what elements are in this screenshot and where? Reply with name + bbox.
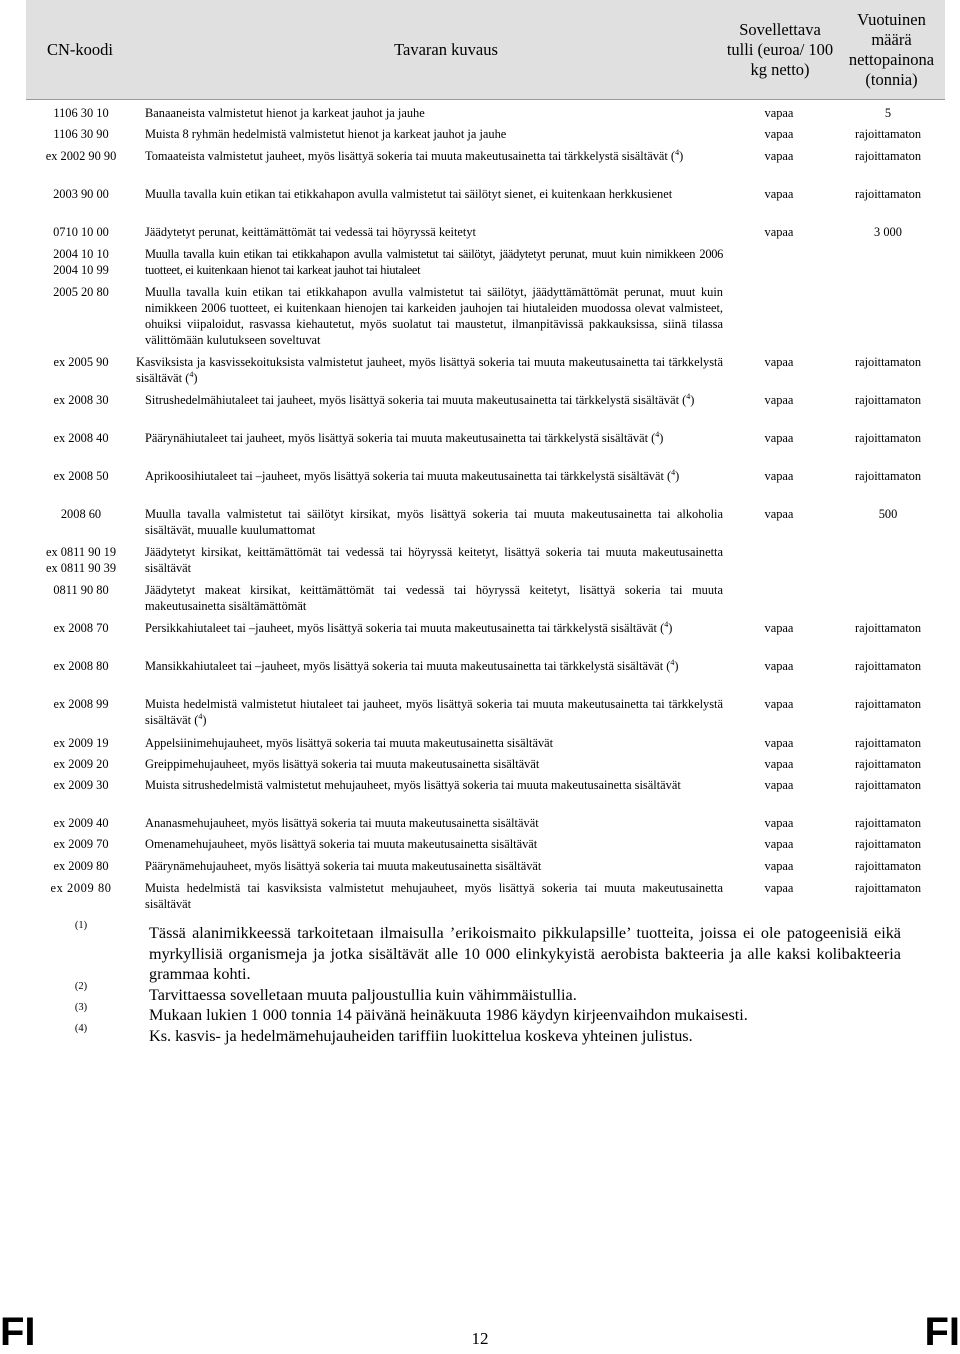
cn-code: ex 2009 80 [50,881,112,895]
footnote-text: Mukaan lukien 1 000 tonnia 14 päivänä heinäkuuta 1986 käydyn kirjeenvaihdon mukaisesti. [149,1006,748,1024]
duty: vapaa [764,393,794,407]
footnote-mark: (4) [74,1023,88,1034]
quantity: rajoittamaton [854,778,922,792]
description: Jäädytetyt perunat, keittämättömät tai vedessä tai höyryssä keitetyt [145,225,477,239]
duty: vapaa [764,757,794,771]
description: Muista hedelmistä tai kasviksista valmistetut mehujauheet, myös lisättyä sokeria tai muuta makeutusainetta sisältävät [145,881,723,911]
cn-code: ex 2008 40 [53,431,109,445]
description: Muista sitrushedelmistä valmistetut mehujauheet, myös lisättyä sokeria tai muuta makeutusainetta sisältävät [145,778,681,792]
description: Banaaneista valmistetut hienot ja karkeat jauhot ja jauhe [145,106,425,120]
description: Appelsiinimehujauheet, myös lisättyä sokeria tai muuta makeutusainetta sisältävät [145,736,554,750]
description: Muista hedelmistä valmistetut hiutaleet tai jauheet, myös lisättyä sokeria tai muuta makeutusainetta tai tärkkelystä sisältävät ($^4$) [145,697,723,727]
cn-code: ex 2008 50 [53,469,109,483]
description: Muulla tavalla kuin etikan tai etikkahapon avulla valmistetut tai säilötyt, jäädyttämättömät perunat, muut kuin nimikkeen 2006 tuotteet, ei kuitenkaan hienojen tai karkeiden jauhojen tai hiutaleiden muodossa olevat valmisteet, ohuiksi viipaloidut, rasvassa kiehautetut, myös suolatut tai maustetut, ilmanpitävissä pakkauksissa, siinä tilassa välittömään kulutukseen soveltuvat [145,285,723,347]
cn-code: ex 2009 19 [53,736,109,750]
duty: vapaa [764,697,794,711]
cn-code: ex 2009 40 [53,816,109,830]
header-cn-code: CN-koodi [47,39,113,59]
description: Greippimehujauheet, myös lisättyä sokeria tai muuta makeutusainetta sisältävät [145,757,540,771]
duty: vapaa [764,355,794,369]
description: Muulla tavalla valmistetut tai säilötyt kirsikat, myös lisättyä sokeria tai muuta makeutusainetta tai alkoholia sisältävät, muualle kuulumattomat [145,507,723,537]
footnote-mark: (1) [74,920,88,931]
description: Päärynähiutaleet tai jauheet, myös lisättyä sokeria tai muuta makeutusainetta tai tärkkelystä sisältävät ($^4$) [145,429,664,445]
footnote-mark: (3) [74,1002,88,1013]
footnote-text: Tässä alanimikkeessä tarkoitetaan ilmaisulla ’erikoismaito pikkulapsille’ tuotteita, joissa ei ole patogeenisiä eikä myrkyllisiä organismeja ja jotka sisältävät alle 10 000 elinkykyistä aerobista bakteeria ja alle kaksi kolibakteeria grammaa kohti. [149,924,901,983]
duty: vapaa [764,469,794,483]
cn-code: ex 2002 90 90 [45,149,117,163]
duty: vapaa [764,859,794,873]
language-code-right: FI [924,1310,960,1354]
cn-code: 2004 10 10 2004 10 99 [53,247,109,277]
quantity: rajoittamaton [854,881,922,895]
cn-code: ex 0811 90 19 ex 0811 90 39 [45,545,117,575]
duty: vapaa [764,659,794,673]
quantity: rajoittamaton [854,469,922,483]
description: Persikkahiutaleet tai –jauheet, myös lisättyä sokeria tai muuta makeutusainetta tai tärkkelystä sisältävät ($^4$) [145,619,673,635]
duty: vapaa [764,187,794,201]
duty: vapaa [764,881,794,895]
quantity: 500 [878,507,898,521]
quantity: rajoittamaton [854,816,922,830]
quantity: 5 [884,106,892,120]
footnote-mark: (2) [74,981,88,992]
duty: vapaa [764,431,794,445]
quantity: rajoittamaton [854,187,922,201]
header-duty: Sovellettava tulli (euroa/ 100 kg netto) [726,19,834,79]
duty: vapaa [764,736,794,750]
duty: vapaa [764,778,794,792]
cn-code: ex 2009 30 [53,778,109,792]
duty: vapaa [764,837,794,851]
quantity: rajoittamaton [854,621,922,635]
description: Muista 8 ryhmän hedelmistä valmistetut hienot ja karkeat jauhot ja jauhe [145,127,507,141]
header-description: Tavaran kuvaus [394,39,498,59]
quantity: rajoittamaton [854,393,922,407]
cn-code: ex 2009 70 [53,837,109,851]
duty: vapaa [764,106,794,120]
page-number: 12 [471,1329,489,1348]
cn-code: ex 2008 99 [53,697,109,711]
duty: vapaa [764,816,794,830]
cn-code: 1106 30 10 [53,106,109,120]
cn-code: 1106 30 90 [53,127,109,141]
quantity: rajoittamaton [854,837,922,851]
cn-code: ex 2008 70 [53,621,109,635]
description: Kasviksista ja kasvissekoituksista valmistetut jauheet, myös lisättyä sokeria tai muuta makeutusainetta tai tärkkelystä sisältävät ($^4$) [136,355,723,385]
description: Päärynämehujauheet, myös lisättyä sokeria tai muuta makeutusainetta sisältävät [145,859,542,873]
description: Jäädytetyt kirsikat, keittämättömät tai vedessä tai höyryssä keitetyt, lisättyä sokeria tai muuta makeutusainetta sisältävät [145,545,723,575]
description: Muulla tavalla kuin etikan tai etikkahapon avulla valmistetut tai säilötyt sienet, ei kuitenkaan herkkusienet [145,187,673,201]
cn-code: 0710 10 00 [53,225,109,239]
cn-code: ex 2008 30 [53,393,109,407]
cn-code: ex 2009 20 [53,757,109,771]
footnote-text: Tarvittaessa sovelletaan muuta paljoustullia kuin vähimmäistullia. [149,986,577,1004]
description: Muulla tavalla kuin etikan tai etikkahapon avulla valmistetut tai säilötyt, jäädytetyt perunat, muut kuin nimikkeen 2006 tuotteet, ei kuitenkaan hienot tai karkeat jauhot tai hiutaleet [145,247,723,277]
quantity: rajoittamaton [854,127,922,141]
language-code-left: FI [0,1310,36,1354]
quantity: 3 000 [874,225,902,239]
cn-code: 2008 60 [60,507,102,521]
description: Ananasmehujauheet, myös lisättyä sokeria tai muuta makeutusainetta sisältävät [145,816,539,830]
description: Omenamehujauheet, myös lisättyä sokeria tai muuta makeutusainetta sisältävät [145,837,538,851]
cn-code: ex 2005 90 [53,355,109,369]
footnote-text: Ks. kasvis- ja hedelmämehujauheiden tariffiin luokittelua koskeva yhteinen julistus. [149,1027,693,1045]
table-header [26,0,945,100]
quantity: rajoittamaton [854,736,922,750]
description: Mansikkahiutaleet tai –jauheet, myös lisättyä sokeria tai muuta makeutusainetta tai tärkkelystä sisältävät ($^4$) [145,657,679,673]
duty: vapaa [764,621,794,635]
header-quantity: Vuotuinen määrä nettopainona (tonnia) [848,9,935,89]
quantity: rajoittamaton [854,149,922,163]
quantity: rajoittamaton [854,697,922,711]
cn-code: 2003 90 00 [53,187,109,201]
duty: vapaa [764,127,794,141]
quantity: rajoittamaton [854,355,922,369]
cn-code: ex 2009 80 [53,859,109,873]
description: Tomaateista valmistetut jauheet, myös lisättyä sokeria tai muuta makeutusainetta tai tärkkelystä sisältävät ($^4$) [145,147,684,163]
cn-code: 2005 20 80 [53,285,109,299]
description: Jäädytetyt makeat kirsikat, keittämättömät tai vedessä tai höyryssä keitetyt, lisättyä sokeria tai muuta makeutusainetta sisältämättömät [145,583,723,613]
description: Sitrushedelmähiutaleet tai jauheet, myös lisättyä sokeria tai muuta makeutusainetta tai tärkkelystä sisältävät ($^4$) [145,391,695,407]
quantity: rajoittamaton [854,431,922,445]
duty: vapaa [764,225,794,239]
quantity: rajoittamaton [854,757,922,771]
quantity: rajoittamaton [854,859,922,873]
duty: vapaa [764,149,794,163]
cn-code: 0811 90 80 [53,583,109,597]
duty: vapaa [764,507,794,521]
description: Aprikoosihiutaleet tai –jauheet, myös lisättyä sokeria tai muuta makeutusainetta tai tärkkelystä sisältävät ($^4$) [145,467,680,483]
cn-code: ex 2008 80 [53,659,109,673]
quantity: rajoittamaton [854,659,922,673]
